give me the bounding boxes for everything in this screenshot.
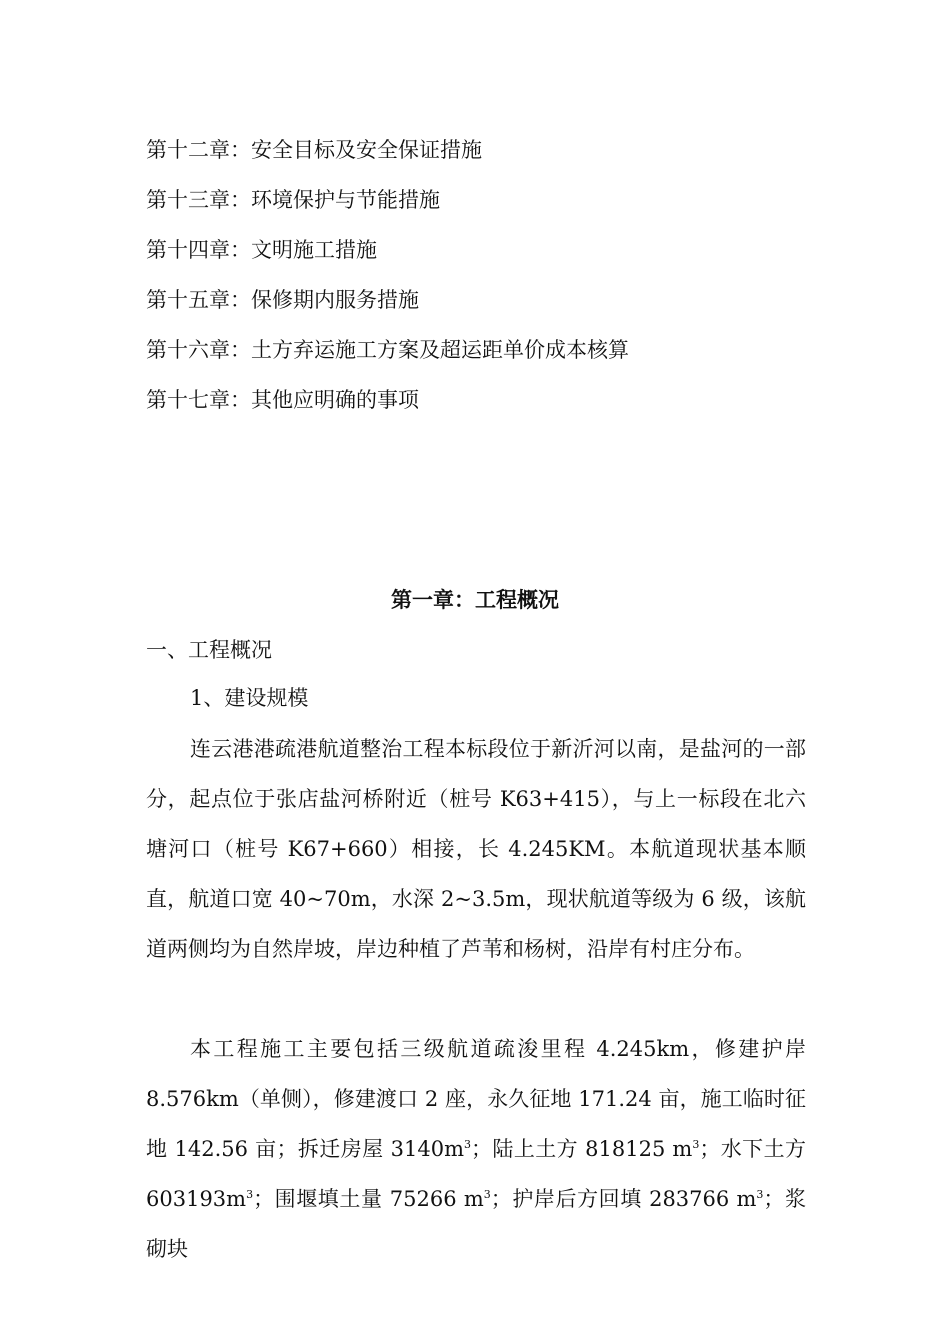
paragraph-construction-scale: 连云港港疏港航道整治工程本标段位于新沂河以南，是盐河的一部分，起点位于张店盐河桥附近（桩号 K63+415），与上一标段在北六塘河口（桩号 K67+660）相接，长 4.245KM。本航道现状基本顺直，航道口宽 40~70m，水深 2~3.5m，现状航道等级为 6 级，该航道两侧均为自然岸坡，岸边种植了芦苇和杨树，沿岸有村庄分布。: [146, 737, 806, 961]
superscript: 3: [692, 1138, 700, 1151]
paragraph-text: ；围堰填土量 75266 m: [253, 1187, 484, 1211]
paragraph-text: ；水下土方 603193m: [146, 1137, 806, 1211]
toc-item: 第十三章：环境保护与节能措施: [146, 188, 440, 212]
toc-item: 第十七章：其他应明确的事项: [146, 388, 419, 412]
table-of-contents: [146, 128, 629, 428]
section-heading: 一、工程概况: [146, 638, 272, 662]
toc-item: 第十五章：保修期内服务措施: [146, 288, 419, 312]
superscript: 3: [756, 1188, 764, 1201]
toc-item: 第十四章：文明施工措施: [146, 238, 377, 262]
paragraph-text: ；浆砌块: [146, 1187, 806, 1261]
chapter-title: 第一章：工程概况: [391, 587, 559, 612]
subsection-heading: 1、建设规模: [190, 686, 309, 710]
paragraph-text: ；陆上土方 818125 m: [471, 1137, 693, 1161]
superscript: 3: [483, 1188, 491, 1201]
paragraph-text: 本工程施工主要包括三级航道疏浚里程 4.245km，修建护岸 8.576km（单侧），修建渡口 2 座，永久征地 171.24 亩，施工临时征地 142.56 亩；拆迁房屋 3140m: [146, 1037, 806, 1161]
paragraph-construction-quantities: [146, 1024, 806, 1274]
paragraph-text: ；护岸后方回填 283766 m: [490, 1187, 757, 1211]
toc-item: 第十二章：安全目标及安全保证措施: [146, 138, 482, 162]
superscript: 3: [464, 1138, 471, 1151]
superscript: 3: [246, 1188, 254, 1201]
toc-item: 第十六章：土方弃运施工方案及超运距单价成本核算: [146, 338, 629, 362]
